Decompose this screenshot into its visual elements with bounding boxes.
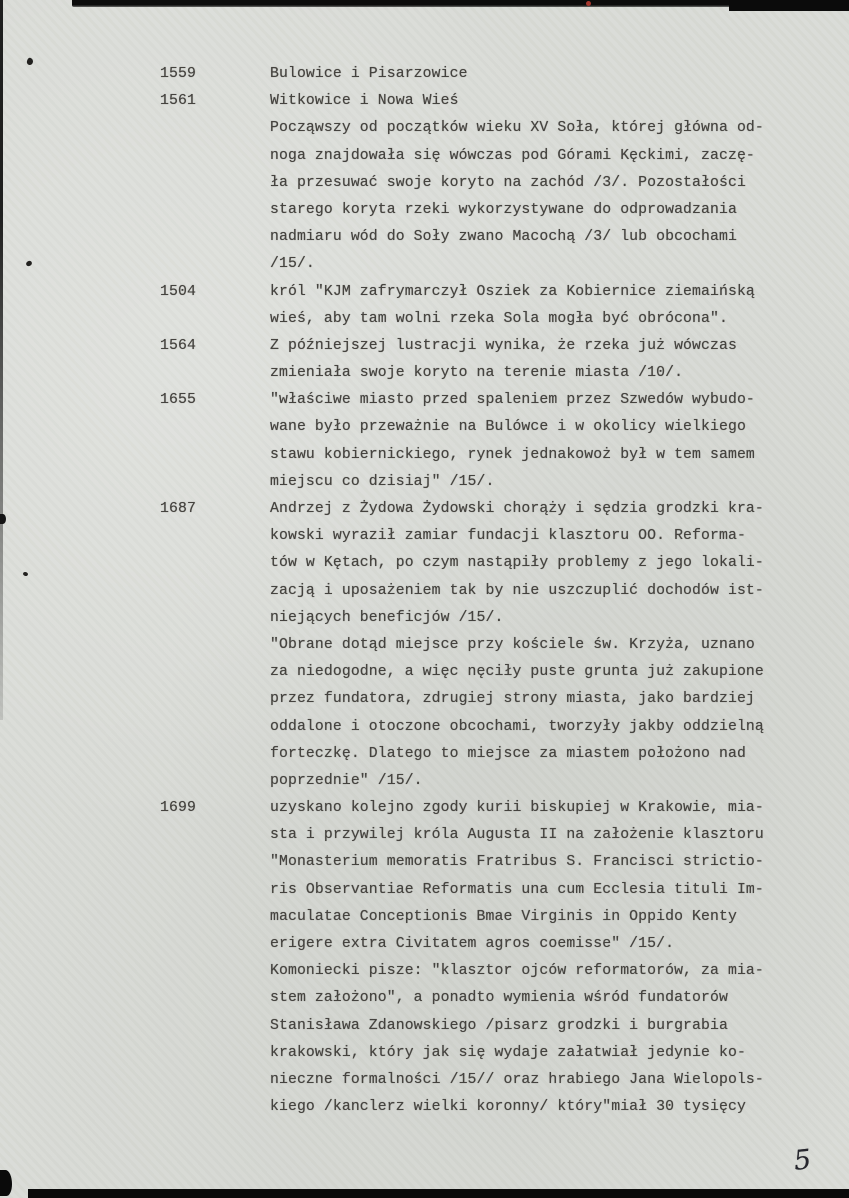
timeline-row xyxy=(160,854,813,881)
timeline-row xyxy=(160,256,813,283)
entry-text: uzyskano kolejno zgody kurii biskupiej w Krakowie, mia- xyxy=(270,800,764,817)
entry-text: niejących beneficjów /15/. xyxy=(270,609,504,626)
timeline-row xyxy=(160,1072,813,1099)
entry-text: ła przesuwać swoje koryto na zachód /3/. Pozostałości xyxy=(270,174,746,191)
timeline-row xyxy=(160,311,813,338)
year-label: 1561 xyxy=(160,93,196,110)
year-label: 1559 xyxy=(160,66,196,82)
entry-text: zmieniała swoje koryto na terenie miasta /10/. xyxy=(270,365,684,382)
entry-text: forteczkę. Dlatego to miejsce za miastem położono nad xyxy=(270,745,746,762)
timeline-row xyxy=(160,1045,813,1072)
entry-text: maculatae Conceptionis Bmae Virginis in Oppido Kenty xyxy=(270,908,737,925)
entry-text: tów w Kętach, po czym nastąpiły problemy z jego lokali- xyxy=(270,555,764,572)
red-speck xyxy=(586,1,591,6)
ink-speck xyxy=(26,57,34,66)
entry-text: Witkowice i Nowa Wieś xyxy=(270,93,459,110)
timeline-row xyxy=(160,419,813,446)
entry-text: Począwszy od początków wieku XV Soła, której główna od- xyxy=(270,120,764,137)
year-label: 1504 xyxy=(160,283,196,300)
timeline-row xyxy=(160,963,813,990)
timeline-row xyxy=(160,882,813,909)
entry-text: erigere extra Civitatem agros coemisse" /15/. xyxy=(270,936,675,952)
entry-text: Bulowice i Pisarzowice xyxy=(270,66,468,82)
entry-text: nadmiaru wód do Soły zwano Macochą /3/ lub obcochami xyxy=(270,229,737,246)
timeline-row xyxy=(160,474,813,501)
timeline-row xyxy=(160,583,813,610)
entry-text: król "KJM zafrymarczył Osziek za Kobiernice ziemaińską xyxy=(270,283,755,300)
timeline-row xyxy=(160,148,813,175)
scan-edge-top-right xyxy=(729,0,849,11)
year-label: 1687 xyxy=(160,501,196,517)
timeline-row xyxy=(160,936,813,963)
entry-text: ris Observantiae Reformatis una cum Ecclesia tituli Im- xyxy=(270,881,764,898)
entry-text: zacją i uposażeniem tak by nie uszczuplić dochodów ist- xyxy=(270,582,764,599)
timeline-row xyxy=(160,229,813,256)
timeline-row xyxy=(160,746,813,773)
timeline-row xyxy=(160,66,813,93)
entry-text: Komoniecki pisze: "klasztor ojców reformatorów, za mia- xyxy=(270,963,764,980)
entry-text: /15/. xyxy=(270,256,315,273)
timeline-row xyxy=(160,1018,813,1045)
timeline-row xyxy=(160,827,813,854)
entry-text: oddalone i otoczone obcochami, tworzyły jakby oddzielną xyxy=(270,718,764,735)
timeline-row xyxy=(160,365,813,392)
timeline-row xyxy=(160,202,813,229)
entry-text: krakowski, który jak się wydaje załatwiał jedynie ko- xyxy=(270,1044,746,1061)
timeline-row xyxy=(160,664,813,691)
timeline-row xyxy=(160,528,813,555)
timeline-row xyxy=(160,719,813,746)
timeline-row xyxy=(160,637,813,664)
timeline-row xyxy=(160,501,813,528)
entry-text: Andrzej z Żydowa Żydowski chorąży i sędzia grodzki kra- xyxy=(270,501,764,517)
entry-text: starego koryta rzeki wykorzystywane do odprowadzania xyxy=(270,201,737,218)
year-label: 1564 xyxy=(160,337,196,354)
scan-edge-left xyxy=(0,0,3,720)
entry-text: "Obrane dotąd miejsce przy kościele św. Krzyża, uznano xyxy=(270,636,755,653)
handwritten-page-number: 5 xyxy=(792,1144,813,1177)
entry-text: poprzednie" /15/. xyxy=(270,772,423,789)
timeline-row xyxy=(160,909,813,936)
scan-edge-bottom-blob xyxy=(0,1170,12,1196)
year-label: 1699 xyxy=(160,800,196,817)
timeline-row xyxy=(160,990,813,1017)
entry-text: wane było przeważnie na Bulówce i w okolicy wielkiego xyxy=(270,419,746,436)
timeline-row xyxy=(160,800,813,827)
entry-text: "właściwe miasto przed spaleniem przez Szwedów wybudo- xyxy=(270,392,755,409)
ink-speck xyxy=(25,260,33,267)
entry-text: kiego /kanclerz wielki koronny/ który"miał 30 tysięcy xyxy=(270,1099,746,1116)
timeline-row xyxy=(160,120,813,147)
timeline-row xyxy=(160,338,813,365)
timeline-row xyxy=(160,1099,813,1126)
timeline-row xyxy=(160,691,813,718)
timeline-row xyxy=(160,175,813,202)
timeline-row xyxy=(160,447,813,474)
timeline-row xyxy=(160,93,813,120)
entry-text: wieś, aby tam wolni rzeka Sola mogła być obrócona". xyxy=(270,310,728,327)
entry-text: nieczne formalności /15// oraz hrabiego Jana Wielopols- xyxy=(270,1071,764,1088)
entry-text: przez fundatora, zdrugiej strony miasta, jako bardziej xyxy=(270,691,755,708)
entry-text: Stanisława Zdanowskiego /pisarz grodzki i burgrabia xyxy=(270,1017,728,1034)
entry-text: za niedogodne, a więc nęciły puste grunta już zakupione xyxy=(270,664,764,681)
timeline-row xyxy=(160,555,813,582)
entry-text: miejscu co dzisiaj" /15/. xyxy=(270,473,495,490)
year-label: 1655 xyxy=(160,392,196,409)
entry-text: kowski wyraził zamiar fundacji klasztoru OO. Reforma- xyxy=(270,528,746,545)
entry-text: Z późniejszej lustracji wynika, że rzeka już wówczas xyxy=(270,337,737,354)
timeline-row xyxy=(160,392,813,419)
scan-artifact-dot xyxy=(0,514,6,524)
timeline-row xyxy=(160,773,813,800)
ink-speck xyxy=(23,571,29,576)
entry-text: stawu kobiernickiego, rynek jednakowoż był w tem samem xyxy=(270,446,755,463)
typewritten-chronicle xyxy=(160,66,813,1126)
scan-edge-bottom xyxy=(28,1189,849,1198)
entry-text: stem założono", a ponadto wymienia wśród fundatorów xyxy=(270,990,728,1007)
timeline-row xyxy=(160,284,813,311)
entry-text: sta i przywilej króla Augusta II na założenie klasztoru xyxy=(270,827,764,844)
entry-text: "Monasterium memoratis Fratribus S. Francisci strictio- xyxy=(270,854,764,871)
entry-text: noga znajdowała się wówczas pod Górami Kęckimi, zaczę- xyxy=(270,147,755,164)
timeline-row xyxy=(160,610,813,637)
